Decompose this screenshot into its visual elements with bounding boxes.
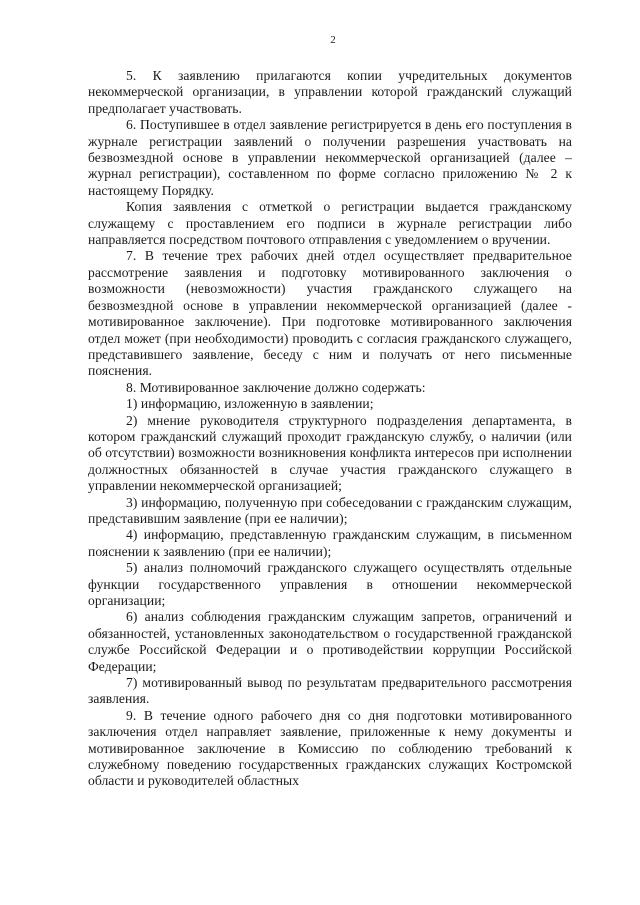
list-item-7: 7) мотивированный вывод по результатам предварительного рассмотрения заявления. bbox=[88, 675, 572, 707]
list-item-3: 3) информацию, полученную при собеседовании с гражданским служащим, представившим заявление (при ее наличии); bbox=[88, 494, 572, 526]
list-item-1: 1) информацию, изложенную в заявлении; bbox=[126, 396, 374, 412]
page-number: 2 bbox=[330, 34, 336, 46]
list-item-6: 6) анализ соблюдения гражданским служащим запретов, ограничений и обязанностей, установленных законодательством о государственной гражданской службе Российской Федерации и о противодействии коррупции Российской Федерации; bbox=[88, 609, 572, 674]
paragraph-5: 5. К заявлению прилагаются копии учредительных документов некоммерческой организации, в управлении которой гражданский служащий предполагает участвовать. bbox=[88, 68, 572, 116]
paragraph-7: 7. В течение трех рабочих дней отдел осуществляет предварительное рассмотрение заявления и подготовку мотивированного заключения о возможности (невозможности) участия гражданского служащего на безвозмездной основе в управлении некоммерческой организацией (далее - мотивированное заключение). При подготовке мотивированного заключения отдел может (при необходимости) проводить с согласия гражданского служащего, представившего заявление, беседу с ним и получать от него письменные пояснения. bbox=[88, 248, 572, 379]
paragraph-8: 8. Мотивированное заключение должно содержать: bbox=[126, 379, 426, 395]
paragraph-9: 9. В течение одного рабочего дня со дня подготовки мотивированного заключения отдел направляет заявление, приложенные к нему документы и мотивированное заключение в Комиссию по соблюдению требований к служебному поведению государственных гражданских служащих Костромской области и руководителей областных bbox=[88, 707, 572, 789]
paragraph-6: 6. Поступившее в отдел заявление регистрируется в день его поступления в журнале регистрации заявлений о получении разрешения участвовать на безвозмездной основе в управлении некоммерческой организацией (далее – журнал регистрации), составленном по форме согласно приложению № 2 к настоящему Порядку. bbox=[88, 117, 572, 198]
paragraph-6-copy: Копия заявления с отметкой о регистрации выдается гражданскому служащему с проставлением его подписи в журнале регистрации либо направляется посредством почтового отправления с уведомлением о вручении. bbox=[88, 199, 572, 248]
document-page bbox=[88, 34, 572, 790]
list-item-4: 4) информацию, представленную гражданским служащим, в письменном пояснении к заявлению (при ее наличии); bbox=[88, 527, 572, 559]
list-item-5: 5) анализ полномочий гражданского служащего осуществлять отдельные функции государственного управления в отношении некоммерческой организации; bbox=[88, 560, 572, 608]
list-item-2: 2) мнение руководителя структурного подразделения департамента, в котором гражданский служащий проходит гражданскую службу, о наличии (или об отсутствии) возможности возникновения конфликта интересов при исполнении должностных обязанностей в случае участия гражданского служащего в управлении некоммерческой организацией; bbox=[88, 412, 572, 494]
